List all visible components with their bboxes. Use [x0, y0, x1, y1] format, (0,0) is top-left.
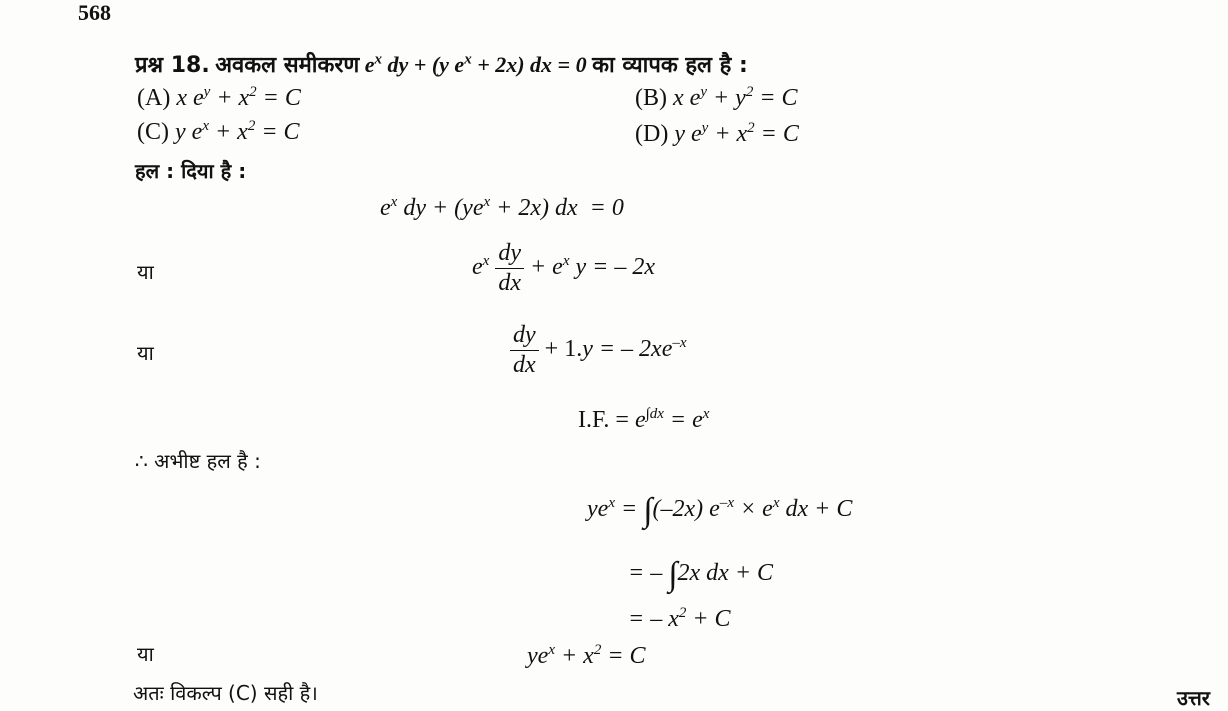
question-label: प्रश्न 18. [135, 53, 210, 78]
connector-ya-3: या [137, 642, 154, 666]
step-6: = – ∫2x dx + C [628, 556, 774, 593]
dy-dx-fraction: $\frac{dy}{dx}$ [510, 322, 539, 379]
step-4-integrating-factor: I.F. = $e^{\int dx} = e^x$ [578, 406, 710, 433]
step-1: $e^x$ dy + $(ye^x + 2x)$ dx = 0 [380, 194, 624, 221]
step-5: $ye^x = \int(-2x) e^{-x} \times e^x$ dx + C [587, 492, 853, 529]
question-equation: $e^x$ dy + (y $e^x + 2x$) dx = 0 [364, 51, 587, 77]
connector-ya-2: या [137, 341, 154, 365]
answer-label: उत्तर [1177, 686, 1210, 710]
option-b: (B) x $e^y + y^2 = C$ [635, 84, 798, 111]
step-7: = – $x^2 + C$ [628, 605, 731, 632]
connector-ya-1: या [137, 260, 154, 284]
solution-heading: हल : दिया है : [135, 159, 247, 183]
page-number: 568 [78, 0, 111, 25]
question-text-a: अवकल समीकरण [215, 53, 360, 78]
question-text-b: का व्यापक हल है : [592, 53, 748, 78]
step-2: $e^x$ $\frac{dy}{dx}$ + $e^x$ y = – 2x [472, 240, 656, 296]
step-8: $ye^x + x^2 = C$ [527, 642, 646, 669]
dy-dx-fraction: $\frac{dy}{dx}$ [495, 240, 524, 297]
option-c: (C) y $e^x + x^2 = C$ [137, 118, 300, 145]
therefore-text: ∴ अभीष्ट हल है : [135, 449, 261, 473]
conclusion-text: अतः विकल्प (C) सही है। [133, 681, 318, 705]
step-3: $\frac{dy}{dx}$ + 1.y = – $2xe^{-x}$ [510, 322, 687, 379]
question-line [135, 49, 748, 79]
option-d: (D) y $e^y + x^2 = C$ [635, 120, 799, 147]
option-a: (A) x $e^y + x^2 = C$ [137, 84, 301, 111]
